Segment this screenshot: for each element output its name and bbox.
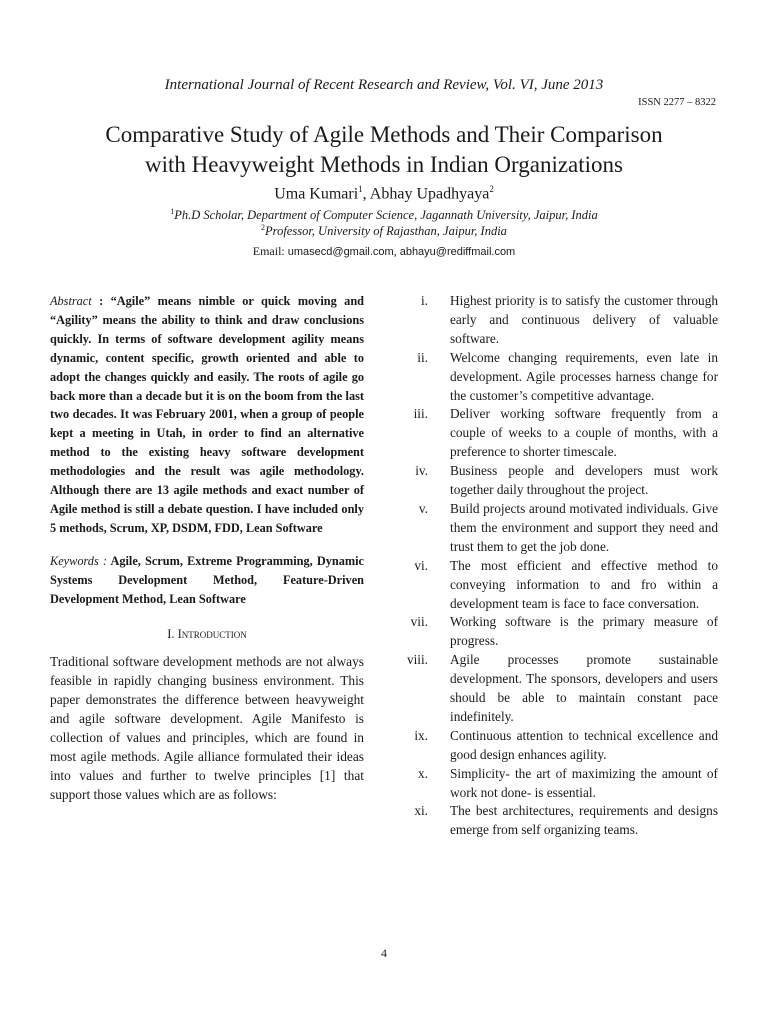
- item-text: Continuous attention to technical excellence and good design enhances agility.: [450, 727, 718, 762]
- author-name: Abhay Upadhyaya: [369, 185, 490, 203]
- title-line-2: with Heavyweight Methods in Indian Organizations: [144, 152, 623, 177]
- item-text: Working software is the primary measure of progress.: [450, 614, 718, 649]
- list-item: [398, 557, 718, 614]
- left-column: [50, 292, 364, 804]
- item-number: iii.: [413, 406, 428, 422]
- section-number: I.: [167, 626, 175, 641]
- section-heading: [50, 627, 364, 642]
- list-item: [398, 802, 718, 840]
- author-separator: ,: [362, 185, 370, 203]
- email-label: Email:: [252, 244, 288, 258]
- affiliation: [0, 207, 768, 223]
- abstract-label: Abstract: [50, 294, 92, 308]
- affiliation-superscript: 1: [170, 207, 175, 216]
- keywords: [50, 552, 364, 609]
- item-number: vi.: [414, 557, 428, 573]
- email-link[interactable]: umasecd@gmail.com: [287, 246, 394, 258]
- item-text: Welcome changing requirements, even late in development. Agile processes harness change for the customer’s competitive advantage.: [450, 349, 718, 403]
- principles-list: [398, 292, 718, 840]
- section-title: Introduction: [177, 626, 247, 641]
- item-text: Build projects around motivated individuals. Give them the environment and support they need and trust them to get the job done.: [450, 500, 718, 554]
- list-item: [398, 727, 718, 765]
- item-text: Agile processes promote sustainable development. The sponsors, developers and users should be able to maintain constant pace indefinitely.: [450, 652, 718, 724]
- item-text: Highest priority is to satisfy the customer through early and continuous delivery of valuable software.: [450, 293, 718, 346]
- author-list: [0, 184, 768, 203]
- affiliation: [0, 223, 768, 239]
- author-superscript: 2: [489, 184, 494, 194]
- item-text: Deliver working software frequently from a couple of weeks to a couple of months, with a preference to shorter timescale.: [450, 406, 718, 460]
- keywords-label: Keywords :: [50, 553, 107, 568]
- item-number: v.: [418, 500, 428, 516]
- affiliation-text: Professor, University of Rajasthan, Jaipur, India: [265, 224, 507, 239]
- title-line-1: Comparative Study of Agile Methods and Their Comparison: [105, 122, 663, 147]
- list-item: [398, 405, 718, 462]
- item-text: Simplicity- the art of maximizing the amount of work not done- is essential.: [450, 765, 718, 800]
- author-superscript: 1: [358, 184, 363, 194]
- item-number: x.: [418, 765, 428, 781]
- item-text: The best architectures, requirements and designs emerge from self organizing teams.: [450, 803, 718, 838]
- email-separator: ,: [393, 244, 400, 258]
- list-item: [398, 500, 718, 557]
- item-number: i.: [420, 293, 428, 308]
- item-number: ii.: [417, 349, 428, 365]
- keywords-text: Agile, Scrum, Extreme Programming, Dynamic Systems Development Method, Feature-Driven Development Method, Lean Software: [50, 553, 364, 606]
- item-number: xi.: [414, 803, 428, 819]
- email-line: [0, 244, 768, 259]
- page-number: 4: [381, 946, 387, 960]
- list-item: [398, 349, 718, 406]
- intro-paragraph: Traditional software development methods are not always feasible in rapidly changing business environment. This paper demonstrates the difference between heavyweight and agile software development. Agile Manifesto is collection of values and principles, which are found in most agile methods. Agile alliance formulated their ideas into values and further to twelve principles [1] that support those values which are as follows:: [50, 653, 364, 802]
- item-number: ix.: [414, 727, 428, 743]
- abstract: [50, 292, 364, 538]
- list-item: [398, 462, 718, 500]
- affiliation-text: Ph.D Scholar, Department of Computer Science, Jagannath University, Jaipur, India: [174, 208, 598, 223]
- item-text: The most efficient and effective method to conveying information to and fro within a development team is face to face conversation.: [450, 557, 718, 611]
- email-link[interactable]: abhayu@rediffmail.com: [399, 246, 516, 258]
- author-name: Uma Kumari: [274, 185, 359, 203]
- paper-title: [40, 120, 728, 180]
- item-text: Business people and developers must work together daily throughout the project.: [450, 463, 718, 498]
- abstract-text: “Agile” means nimble or quick moving and “Agility” means the ability to think and draw conclusions quickly. In terms of software development agility means dynamic, content specific, growth oriented and able to adopt the changes quickly and easily. The roots of agile go back more than a decade but it is on the boom from the last two decades. It was February 2001, when a group of people kept a meeting in Utah, in order to find an alternative method to the existing heavy software development methodologies and the result was agile methodology. Although there are 13 agile methods and exact number of Agile method is still a debate question. I have included only 5 methods, Scrum, XP, DSDM, FDD, Lean Software: [50, 294, 365, 535]
- list-item: [398, 651, 718, 727]
- abstract-separator: :: [91, 294, 111, 308]
- list-item: [398, 765, 718, 803]
- item-number: vii.: [410, 614, 428, 630]
- list-item: [398, 613, 718, 651]
- issn-number: ISSN 2277 – 8322: [638, 97, 716, 108]
- list-item: [398, 292, 718, 349]
- affiliation-superscript: 2: [261, 223, 266, 232]
- right-column: [398, 292, 718, 840]
- item-number: iv.: [415, 463, 428, 479]
- item-number: viii.: [406, 652, 428, 668]
- journal-header: International Journal of Recent Research and Review, Vol. VI, June 2013: [164, 77, 604, 93]
